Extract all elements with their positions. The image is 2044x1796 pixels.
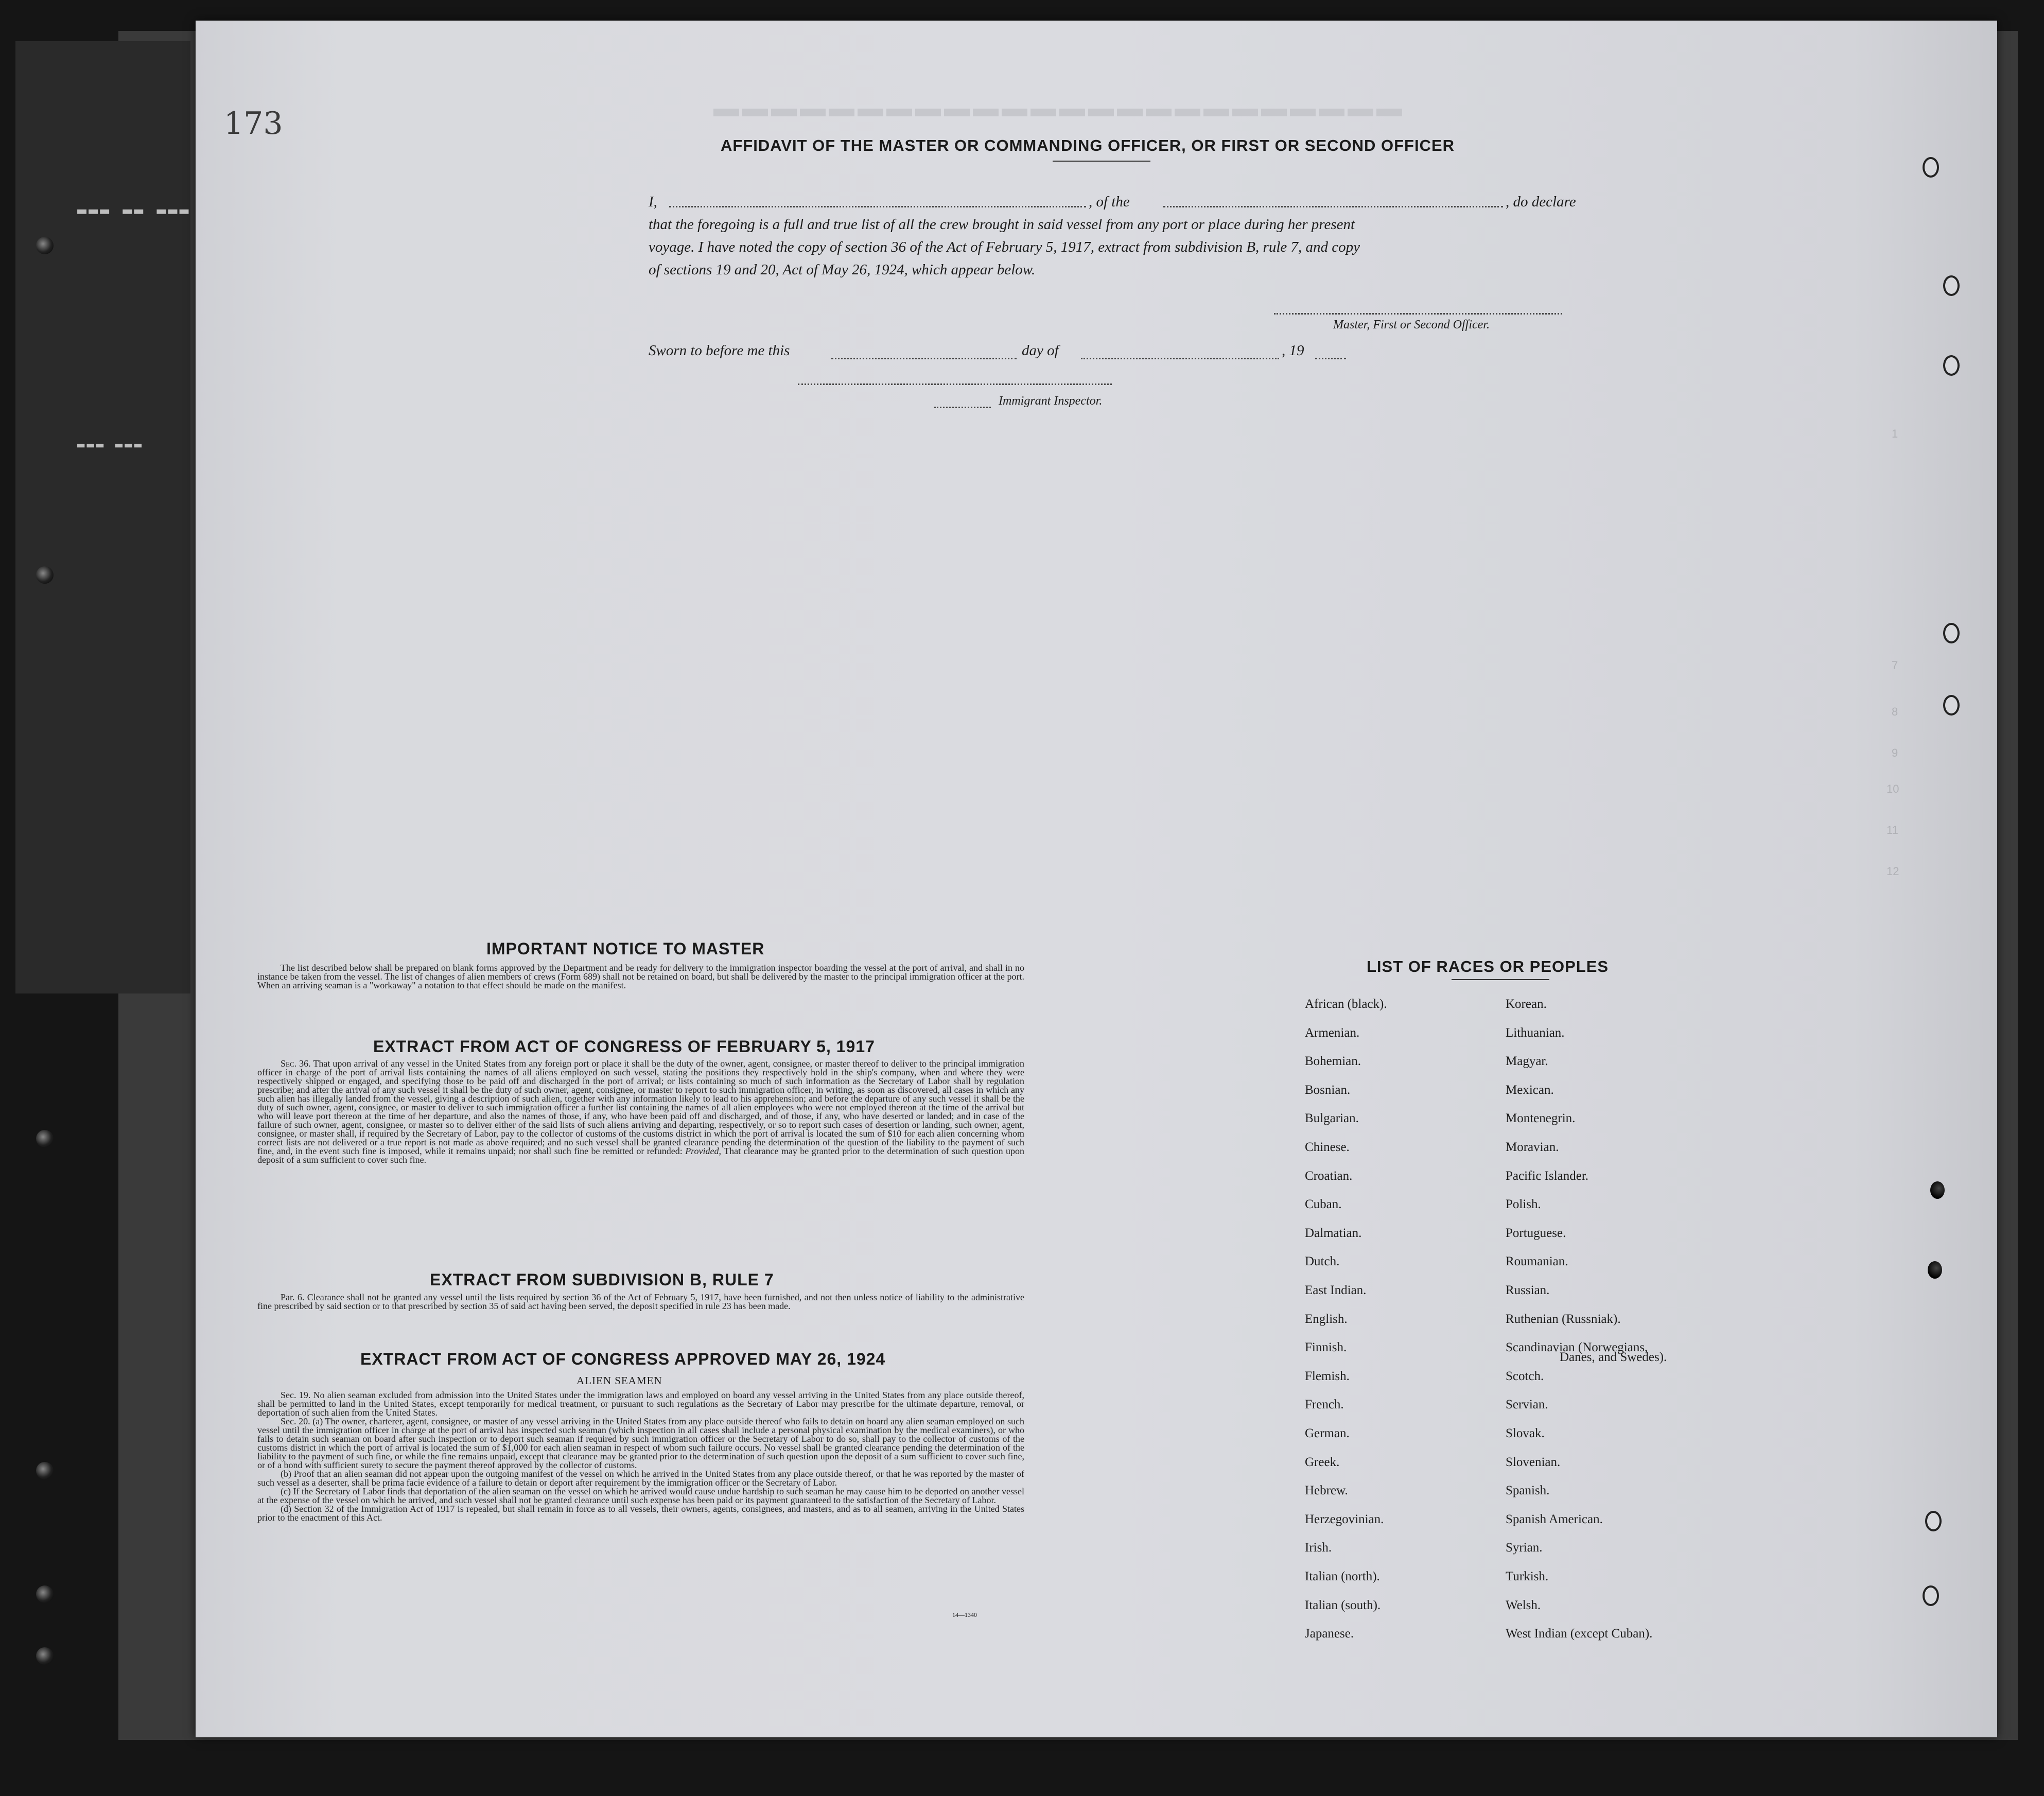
extract-rule7-title: EXTRACT FROM SUBDIVISION B, RULE 7 [430,1270,774,1289]
race-item: Korean. [1506,997,1547,1011]
race-item: Welsh. [1506,1598,1541,1612]
title-underline [1053,161,1150,162]
race-item: Croatian. [1305,1169,1353,1183]
race-item: Spanish. [1506,1484,1550,1498]
sec20c-text: (c) If the Secretary of Labor finds that deportation of the alien seaman on the vessel on which he arrived would cause undue hardship to such seaman he may cause him to be deported on another vessel at the expense of the vessel on which he arrived, and such vessel shall not be granted clearance until such expense has been paid or its payment guaranteed to the satisfaction of the Secretary of Labor. [257,1486,1024,1505]
master-name-field[interactable] [669,206,1086,207]
bleed-through-heading: ▬▬▬▬▬▬▬▬▬▬▬▬▬▬▬▬▬▬▬▬▬▬▬▬ [710,93,1402,122]
extract-1917-body [257,1059,1024,1234]
extract-1924-title: EXTRACT FROM ACT OF CONGRESS APPROVED MAY 26, 1924 [360,1350,886,1368]
sec20a-text: Sec. 20. (a) The owner, charterer, agent, consignee, or master of any vessel arriving in the United States from any place outside thereof who fails to detain on board any alien seaman employed on such vessel until the immigration officer in charge at the port of arrival has inspected such seaman (which inspection in all cases shall include a personal physical examination by the medical examiners), or who fails to detain such seaman on board after such inspection or to deport such seaman if required by such immigration officer or the Secretary of Labor to do so, shall pay to the collector of customs of the customs district in which the port of arrival is located the sum of $1,000 for each alien seaman in respect of whom such failure occurs. No vessel shall be granted clearance pending the determination of the liability to the payment of such fine, or while the fine remains unpaid, except that clearance may be granted prior to the determination of such question upon the deposit of a sum sufficient to cover such fine, or of a bond with sufficient surety to secure the payment thereof approved by the collector of customs. [257,1416,1024,1470]
affidavit-line-3: voyage. I have noted the copy of section 36 of the Act of February 5, 1917, extract from subdivision B, rule 7, and copy [649,239,1360,255]
race-item: Bohemian. [1305,1054,1361,1069]
binding-hole [36,566,54,584]
affidavit-of-the: , of the [1089,194,1130,210]
sec19-text: Sec. 19. No alien seaman excluded from admission into the United States under the immigration laws and employed on board any vessel arriving in the United States from any place outside thereof, shall be permitted to land in the United States, except temporarily for medical treatment, or pursuant to such regulations as the Secretary of Labor may prescribe for the ultimate departure, removal, or deportation of such alien from the United States. [257,1391,1024,1418]
affidavit-body [649,190,1796,281]
race-item: Dutch. [1305,1254,1340,1269]
race-item: Spanish American. [1506,1512,1603,1526]
sworn-text: Sworn to before me this [649,342,790,359]
notice-title: IMPORTANT NOTICE TO MASTER [486,939,765,958]
punch-hole [1925,1511,1942,1531]
race-item: Mexican. [1506,1083,1554,1097]
sworn-day-field[interactable] [831,358,1017,359]
sec20b-text: (b) Proof that an alien seaman did not appear upon the outgoing manifest of the vessel on which he arrived in the United States from any place outside thereof, or that he was reported by the master of such vessel as a deserter, shall be prima facie evidence of a failure to detain or deport after requirement by the immigration officer or the Secretary of Labor. [257,1469,1024,1488]
bleed-row-number: 8 [1892,705,1898,718]
binding-hole [36,1647,54,1665]
punch-hole [1923,157,1939,178]
race-item: Polish. [1506,1197,1541,1212]
binding-hole [36,1585,54,1603]
punch-hole [1943,275,1960,296]
master-signature-caption: Master, First or Second Officer. [1333,318,1490,332]
affidavit-declare: , do declare [1506,194,1576,210]
affidavit-title: AFFIDAVIT OF THE MASTER OR COMMANDING OFFICER, OR FIRST OR SECOND OFFICER [721,136,1455,154]
affidavit-i: I, [649,194,657,210]
race-item: Bosnian. [1305,1083,1351,1097]
race-item: Bulgarian. [1305,1111,1359,1126]
race-item: Magyar. [1506,1054,1548,1069]
notice-text: The list described below shall be prepared on blank forms approved by the Department and be ready for delivery to the immigration inspector boarding the vessel at the port of arrival, and shall in no instance be taken from the vessel. The list of changes of alien members of crews (Form 689) shall not be retained on board, but shall be delivered by the master to the principal immigration officer at the port. When an arriving seaman is a "workaway" a notation to that effect should be made on the manifest. [257,963,1024,990]
race-item: Russian. [1506,1283,1550,1297]
race-item: Moravian. [1506,1140,1559,1154]
races-underline [1452,979,1549,980]
punch-hole [1943,695,1960,716]
race-item: Roumanian. [1506,1254,1568,1269]
punch-hole [1943,355,1960,376]
race-item: Lithuanian. [1506,1025,1565,1040]
bleed-row-number: 11 [1886,824,1898,836]
extract-rule7-text: Par. 6. Clearance shall not be granted any vessel until the lists required by section 36 of the Act of February 5, 1917, have been furnished, and not then unless notice of liability to the administrative fine prescribed by said section or to that prescribed by section 35 of said act having been served, the deposit specified in rule 23 has been made. [257,1292,1024,1311]
race-item: Portuguese. [1506,1226,1566,1240]
bleed-row-number: 9 [1892,746,1898,759]
underlying-left-sheet [15,41,190,993]
race-item: East Indian. [1305,1283,1367,1297]
inspector-caption: Immigrant Inspector. [999,394,1103,408]
form-page [196,21,1997,1737]
inspector-name-field[interactable] [934,407,991,408]
race-item: Hebrew. [1305,1484,1348,1498]
extract-1924-subtitle: ALIEN SEAMEN [576,1374,662,1387]
bleed-row-number: 7 [1892,659,1898,672]
sworn-day-of: day of [1022,342,1059,359]
race-item: Armenian. [1305,1025,1360,1040]
sec20d-text: (d) Section 32 of the Immigration Act of 1917 is repealed, but shall remain in force as to all vessels, their owners, agents, consignees, and masters, and as to all seamen, arriving in the United States prior to the enactment of this Act. [257,1504,1024,1523]
race-item: English. [1305,1312,1348,1326]
affidavit-line-2: that the foregoing is a full and true list of all the crew brought in said vessel from any port or place during her present [649,216,1355,233]
punch-hole [1923,1585,1939,1606]
extract-1917-text-end: That clearance may be granted prior to the determination of such question upon deposit of a sum sufficient to cover such fine. [257,1146,1024,1165]
binding-hole [36,237,54,254]
race-item: Herzegovinian. [1305,1512,1384,1526]
race-item: Cuban. [1305,1197,1342,1212]
race-continuation: Danes, and Swedes). [1560,1350,1667,1364]
bleed-row-number: 1 [1892,427,1898,440]
extract-1924-body [257,1391,1024,1597]
punch-hole [1928,1261,1942,1279]
bleed-row-number: 12 [1886,865,1899,878]
sworn-year: , 19 [1282,342,1304,359]
bleed-text: ▬▬▬ ▬▬▬ [77,438,144,452]
race-item: Italian (south). [1305,1598,1381,1612]
races-title: LIST OF RACES OR PEOPLES [1367,957,1609,975]
page-number: 173 [224,106,283,142]
inspector-signature-line[interactable] [798,383,1112,385]
binding-hole [36,1130,54,1147]
race-item: Greek. [1305,1455,1340,1469]
race-item: Italian (north). [1305,1570,1380,1583]
race-item: Japanese. [1305,1627,1354,1641]
race-item: Scotch. [1506,1369,1544,1383]
extract-1917-title: EXTRACT FROM ACT OF CONGRESS OF FEBRUARY 5, 1917 [373,1037,875,1056]
extract-1917-provided: Provided, [685,1146,721,1156]
race-item: Turkish. [1506,1570,1549,1583]
punch-hole [1930,1181,1945,1199]
race-item: Chinese. [1305,1140,1350,1154]
binding-hole [36,1462,54,1479]
race-item: Slovenian. [1506,1455,1561,1469]
bleed-text: ▬▬▬ ▬▬ ▬▬▬ [77,202,191,220]
race-item: West Indian (except Cuban). [1506,1627,1653,1641]
extract-1917-sec: Sec. 36. [281,1059,311,1069]
bleed-row-number: 10 [1886,782,1899,795]
race-item: Slovak. [1506,1426,1545,1440]
sworn-line [649,342,1524,363]
sworn-month-field[interactable] [1081,358,1279,359]
vessel-name-field[interactable] [1163,206,1503,207]
race-item: Flemish. [1305,1369,1350,1383]
race-item: African (black). [1305,997,1387,1011]
race-item: Dalmatian. [1305,1226,1362,1240]
extract-1917-text: That upon arrival of any vessel in the United States from any foreign port or place it shall be the duty of the owner, agent, consignee, or master thereof to deliver to the principal immigration officer in charge of the port of arrival lists containing the names of all aliens employed on such vessel, stating the positions they respectively hold in the ship's company, when and where they were respectively shipped or engaged, and specifying those to be paid off and discharged in the port of arrival; or lists containing so much of such information as the Secretary of Labor shall by regulation prescribe; and after the arrival of any such vessel it shall be the duty of such owner, agent, consignee, or master to report to such immigration officer, in writing, as soon as discovered, all cases in which any such alien has illegally landed from the vessel, giving a description of such alien, together with any information likely to lead to his apprehension; and before the departure of any such vessel it shall be the duty of such owner, agent, consignee, or master to deliver to such immigration officer a further list containing the names of all alien employees who were not employed thereon at the time of the arrival but who will leave port thereon at the time of her departure, and also the names of those, if any, who have been paid off and discharged, and of those, if any, who have deserted or landed; and in case of the failure of such owner, agent, consignee, or master so to deliver either of the said lists of such aliens arriving and departing, respectively, or so to report such cases of desertion or landing, such owner, agent, consignee, or master shall, if required by the Secretary of Labor, pay to the collector of customs of the customs district in which the port of arrival is located the sum of $10 for each alien concerning whom correct lists are not delivered or a true report is not made as above required; and no such vessel shall be granted clearance pending the determination of the question of the liability to the payment of such fine, and, in the event such fine is imposed, while it remains unpaid; nor shall such fine be remitted or refunded: [257,1059,1024,1156]
race-item: French. [1305,1398,1344,1412]
race-item: Irish. [1305,1541,1332,1555]
form-number: 14—1340 [952,1611,977,1618]
race-item: Scandinavian (Norwegians, [1506,1340,1648,1355]
master-signature-line[interactable] [1274,313,1562,315]
race-item: Pacific Islander. [1506,1169,1589,1183]
punch-hole [1943,623,1960,643]
sworn-year-field[interactable] [1315,358,1346,359]
race-item: Montenegrin. [1506,1111,1576,1126]
race-item: German. [1305,1426,1350,1440]
race-item: Syrian. [1506,1541,1543,1555]
race-item: Servian. [1506,1398,1548,1412]
race-item: Finnish. [1305,1340,1347,1355]
affidavit-line-4: of sections 19 and 20, Act of May 26, 1924, which appear below. [649,261,1036,278]
race-item: Ruthenian (Russniak). [1506,1312,1621,1326]
